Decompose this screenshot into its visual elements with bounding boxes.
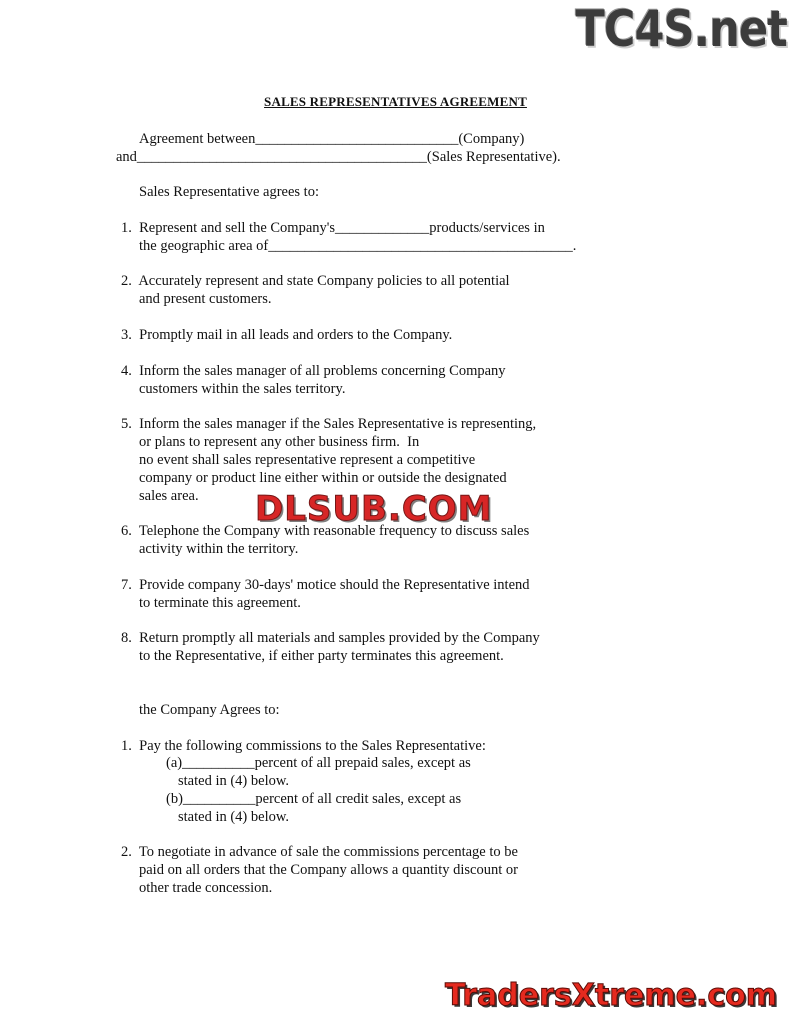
list-item-continued: the geographic area of__________________________________________. [139, 238, 577, 254]
list-item: 3. Promptly mail in all leads and orders to the Company. [121, 327, 453, 343]
list-item-continued: or plans to represent any other business firm. In [139, 434, 420, 450]
list-subitem: (a)__________percent of all prepaid sales, except as [166, 755, 471, 771]
list-item: 6. Telephone the Company with reasonable frequency to discuss sales [121, 523, 530, 539]
list-item: 4. Inform the sales manager of all problems concerning Company [121, 363, 506, 379]
list-item-continued: and present customers. [139, 291, 272, 307]
list-subitem-continued: stated in (4) below. [178, 809, 290, 825]
list-item: 1. Represent and sell the Company's_____________products/services in [121, 220, 545, 236]
parties-company-line: Agreement between____________________________(Company) [139, 131, 525, 147]
list-item-continued: activity within the territory. [139, 541, 299, 557]
list-item-continued: other trade concession. [139, 880, 273, 896]
representative-section-heading: Sales Representative agrees to: [139, 184, 319, 200]
list-item-continued: no event shall sales representative represent a competitive [139, 452, 476, 468]
list-item-continued: company or product line either within or outside the designated [139, 470, 507, 486]
list-subitem-continued: stated in (4) below. [178, 773, 290, 789]
list-item: 5. Inform the sales manager if the Sales Representative is representing, [121, 416, 537, 432]
list-item: 2. Accurately represent and state Company policies to all potential [121, 273, 510, 289]
list-item: 8. Return promptly all materials and samples provided by the Company [121, 630, 540, 646]
list-item: 1. Pay the following commissions to the Sales Representative: [121, 738, 486, 754]
company-section-heading: the Company Agrees to: [139, 702, 280, 718]
list-subitem: (b)__________percent of all credit sales, except as [166, 791, 462, 807]
watermark-dlsub-logo: DLSUB.COM [255, 489, 493, 529]
parties-representative-line: and________________________________________(Sales Representative). [116, 149, 561, 165]
list-item-continued: to the Representative, if either party terminates this agreement. [139, 648, 504, 664]
document-title: SALES REPRESENTATIVES AGREEMENT [264, 94, 527, 109]
list-item-continued: sales area. [139, 488, 199, 504]
list-item-continued: paid on all orders that the Company allows a quantity discount or [139, 862, 518, 878]
list-item-continued: customers within the sales territory. [139, 381, 346, 397]
watermark-tradersxtreme-logo: TradersXtreme.com [445, 978, 777, 1013]
list-item: 7. Provide company 30-days' motice should the Representative intend [121, 577, 530, 593]
watermark-tc4s-logo: TC4S.net [575, 0, 787, 58]
list-item-continued: to terminate this agreement. [139, 595, 301, 611]
list-item: 2. To negotiate in advance of sale the commissions percentage to be [121, 844, 518, 860]
